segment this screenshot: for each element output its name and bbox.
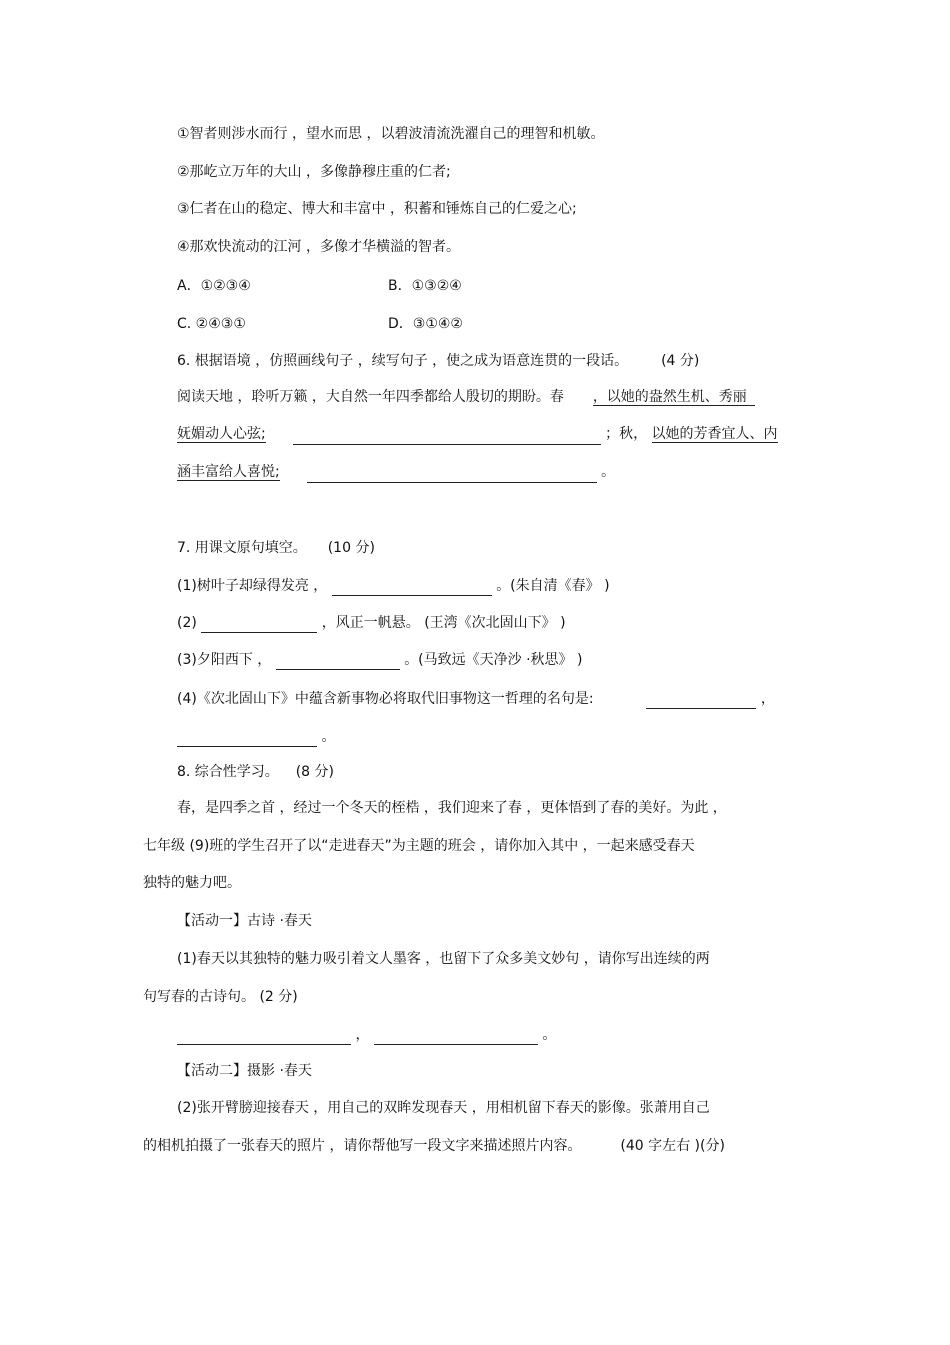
q5-option-b[interactable]: B．①③②④ xyxy=(388,278,462,294)
q7-blank-3[interactable] xyxy=(276,653,400,670)
q7-score: (10 分) xyxy=(327,540,375,556)
q6-stem xyxy=(177,351,699,371)
q8-activity-2-line-2 xyxy=(143,1136,725,1156)
q6-line-3 xyxy=(177,462,615,483)
q6-underlined-spring: ，以她的盎然生机、秀丽 xyxy=(593,389,755,406)
q6-score: (4 分) xyxy=(661,353,700,369)
q5-item-4: ④那欢快流动的江河 ，多像才华横溢的智者。 xyxy=(177,239,460,255)
q5-option-d[interactable]: D．③①④② xyxy=(388,316,463,332)
q7-item1-text: (1)树叶子却绿得发亮 ， xyxy=(177,578,328,594)
q7-blank-4b[interactable] xyxy=(177,730,317,747)
q6-blank-winter[interactable] xyxy=(307,466,597,483)
q5-item-3: ③仁者在山的稳定、博大和丰富中 ，积蓄和锤炼自己的仁爱之心; xyxy=(177,201,577,217)
q6-autumn-lead: ；秋， xyxy=(605,426,648,442)
q6-underlined-spring-cont: 妩媚动人心弦; xyxy=(177,426,266,442)
q8-activity-1-heading: 【活动一】古诗 ·春天 xyxy=(177,913,312,929)
q8-stem-text: 8. 综合性学习。 xyxy=(177,764,279,780)
q8-answer-comma: ， xyxy=(355,1027,370,1043)
q8-activity-1-line-2: 句写春的古诗句。 (2 分) xyxy=(143,989,298,1005)
q7-stem xyxy=(177,538,375,558)
q8-stem xyxy=(177,762,334,782)
q7-item2-num: (2) xyxy=(177,615,197,631)
q6-blank-summer[interactable] xyxy=(293,428,601,445)
q8-activity-2-line-1: (2)张开臂膀迎接春天 ，用自己的双眸发现春天 ，用相机留下春天的影像。张萧用自己 xyxy=(177,1100,710,1116)
q7-blank-2[interactable] xyxy=(201,616,317,633)
q8-activity-2-score: (40 字左右 )(分) xyxy=(620,1138,725,1154)
q6-autumn-cont: 涵丰富给人喜悦; xyxy=(177,464,280,480)
q8-paragraph-2: 七年级 (9)班的学生召开了以“走进春天”为主题的班会 ，请你加入其中 ，一起来感受春天 xyxy=(143,838,695,854)
q5-option-a[interactable]: A．①②③④ xyxy=(177,278,251,294)
q8-activity-2-text: 的相机拍摄了一张春天的照片 ，请你帮他写一段文字来描述照片内容。 xyxy=(143,1138,582,1154)
q5-item-1: ①智者则涉水而行 ，望水而思 ，以碧波清流洗濯自己的理智和机敏。 xyxy=(177,126,605,142)
q7-item-4 xyxy=(177,689,775,709)
q6-line-1 xyxy=(177,387,755,407)
q7-item4-period: 。 xyxy=(321,729,336,745)
q8-activity-1-answer xyxy=(177,1025,556,1045)
q8-paragraph-3: 独特的魅力吧。 xyxy=(143,875,241,891)
q5-item-2: ②那屹立万年的大山 ，多像静穆庄重的仁者; xyxy=(177,164,451,180)
q6-line-2 xyxy=(177,424,778,445)
q7-item4-comma: ， xyxy=(760,691,775,707)
q8-score: (8 分) xyxy=(295,764,334,780)
q7-stem-text: 7. 用课文原句填空。 xyxy=(177,540,307,556)
q7-item4-text: (4)《次北固山下》中蕴含新事物必将取代旧事物这一哲理的名句是: xyxy=(177,691,594,707)
q8-blank-poem-1[interactable] xyxy=(177,1028,351,1045)
q8-activity-1-line-1: (1)春天以其独特的魅力吸引着文人墨客 ，也留下了众多美文妙句 ，请你写出连续的两 xyxy=(177,951,710,967)
q7-item-1 xyxy=(177,576,610,596)
q7-item1-source: 。(朱自清《春》 ) xyxy=(496,578,610,594)
q7-item-4-cont xyxy=(177,727,335,747)
q6-end-period: 。 xyxy=(601,464,616,480)
q8-blank-poem-2[interactable] xyxy=(374,1028,538,1045)
q6-autumn-text: 以她的芳香宜人、内 xyxy=(651,426,778,442)
q7-blank-1[interactable] xyxy=(332,579,492,596)
q7-blank-4a[interactable] xyxy=(646,692,756,709)
q8-answer-period: 。 xyxy=(542,1027,557,1043)
q7-item3-source: 。(马致远《天净沙 ·秋思》 ) xyxy=(404,652,583,668)
q7-item2-text: ，风正一帆悬。 (王湾《次北固山下》 ) xyxy=(321,615,566,631)
q7-item-2 xyxy=(177,613,566,633)
q6-stem-text: 6. 根据语境 ，仿照画线句子 ，续写句子 ，使之成为语意连贯的一段话。 xyxy=(177,353,629,369)
q8-activity-2-heading: 【活动二】摄影 ·春天 xyxy=(177,1063,312,1079)
q5-option-c[interactable]: C. ②④③① xyxy=(177,316,246,332)
q8-paragraph-1: 春，是四季之首 ，经过一个冬天的桎梏 ，我们迎来了春 ，更体悟到了春的美好。为此 ， xyxy=(177,800,727,816)
q6-line1-text: 阅读天地 ，聆听万籁 ，大自然一年四季都给人殷切的期盼。春 xyxy=(177,389,564,405)
q7-item-3 xyxy=(177,650,582,670)
q7-item3-text: (3)夕阳西下 ， xyxy=(177,652,272,668)
